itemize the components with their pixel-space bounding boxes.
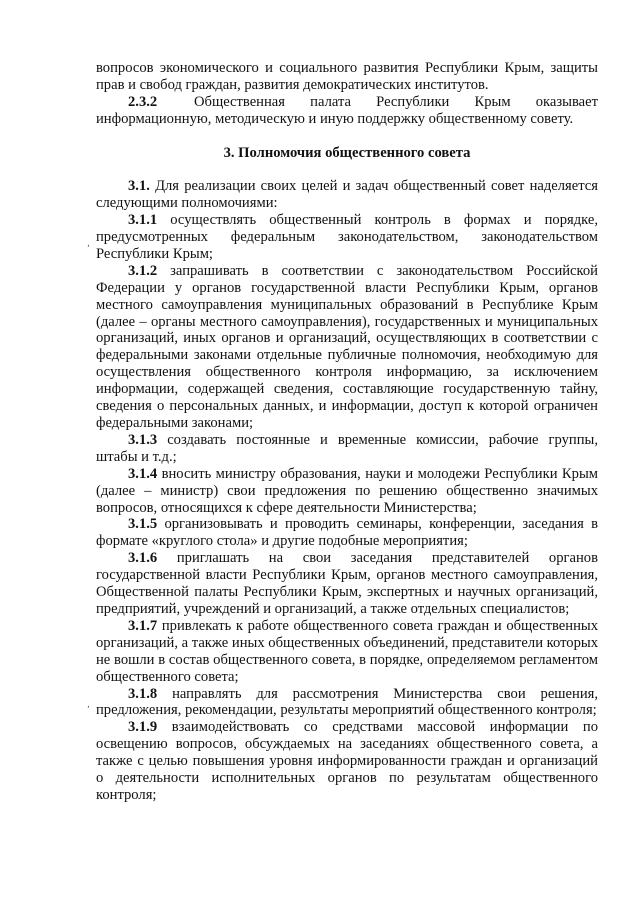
paragraph-number: 3.1.9 bbox=[128, 719, 158, 736]
paragraph-number: 3.1.1 bbox=[128, 212, 158, 229]
section-heading: 3. Полномочия общественного совета bbox=[223, 144, 471, 161]
list-item bbox=[96, 432, 598, 466]
powers-list bbox=[96, 212, 598, 804]
paragraph-text: приглашать на свои заседания представителей органов государственной власти Республики Крым, органов местного самоуправления, Общественной палаты Республики Крым, экспертных и научных организаций, предприятий, учреждений и организаций, а также отдельных специалистов; bbox=[96, 550, 598, 617]
list-item bbox=[96, 466, 598, 517]
scan-mark: , bbox=[87, 239, 90, 249]
paragraph-text: направлять для рассмотрения Министерства свои решения, предложения, рекомендации, результаты мероприятий общественного контроля; bbox=[96, 685, 598, 719]
paragraph-number: 3.1.6 bbox=[128, 550, 158, 567]
list-item bbox=[96, 212, 598, 263]
list-item bbox=[96, 686, 598, 720]
paragraph-number: 3.1.3 bbox=[128, 431, 158, 448]
list-item bbox=[96, 618, 598, 686]
paragraph-number: 3.1.7 bbox=[128, 617, 158, 634]
paragraph-text: организовывать и проводить семинары, конференции, заседания в формате «круглого стола» и другие подобные мероприятия; bbox=[96, 516, 598, 550]
list-item bbox=[96, 719, 598, 804]
paragraph-number: 3.1.4 bbox=[128, 465, 158, 482]
list-item bbox=[96, 550, 598, 618]
paragraph-text: создавать постоянные и временные комиссии, рабочие группы, штабы и т.д.; bbox=[96, 431, 598, 465]
paragraph-text: запрашивать в соответствии с законодательством Российской Федерации у органов государственной власти Республики Крым, органов местного самоуправления муниципальных образований в Республике Крым (далее – органы местного самоуправления), государственных и муниципальных организаций, иных органов и организаций, осуществляющих в соответствии с федеральными законами отдельные публичные полномочия, необходимую для осуществления общественного контроля информацию, за исключением информации, содержащей сведения, составляющие государственную тайну, сведения о персональных данных, и информации, доступ к которой ограничен федеральными законами; bbox=[96, 262, 598, 431]
scan-mark: , bbox=[87, 700, 90, 710]
paragraph-text: взаимодействовать со средствами массовой информации по освещению вопросов, обсуждаемых на заседаниях общественного совета, а также с целью повышения уровня информированности граждан и организаций о деятельности исполнительных органов по результатам общественного контроля; bbox=[96, 719, 598, 803]
paragraph-2-3-2 bbox=[96, 94, 598, 128]
continuation-paragraph: вопросов экономического и социального развития Республики Крым, защиты прав и свобод граждан, развития демократических институтов. bbox=[96, 60, 598, 93]
paragraph-number: 3.1. bbox=[128, 178, 150, 195]
list-item bbox=[96, 263, 598, 432]
paragraph-text: осуществлять общественный контроль в формах и порядке, предусмотренных федеральным законодательством, законодательством Республики Крым; bbox=[96, 212, 598, 262]
paragraph-number: 3.1.8 bbox=[128, 685, 158, 702]
paragraph-text: вносить министру образования, науки и молодежи Республики Крым (далее – министр) свои предложения по решению общественно значимых вопросов, относящихся к сфере деятельности Министерства; bbox=[96, 465, 598, 516]
paragraph-number: 3.1.5 bbox=[128, 516, 158, 533]
document-body bbox=[96, 60, 598, 804]
paragraph-text: привлекать к работе общественного совета граждан и общественных организаций, а также иных общественных объединений, представители которых не вошли в состав общественного совета, в порядке, определяемом регламентом общественного совета; bbox=[96, 617, 598, 685]
paragraph-text: Общественная палата Республики Крым оказывает информационную, методическую и иную поддержку общественному совету. bbox=[96, 93, 598, 127]
paragraph-number: 3.1.2 bbox=[128, 262, 158, 279]
paragraph-3-1 bbox=[96, 178, 598, 212]
paragraph-text: Для реализации своих целей и задач общественный совет наделяется следующими полномочиями: bbox=[96, 178, 598, 212]
paragraph-number: 2.3.2 bbox=[128, 93, 158, 110]
list-item bbox=[96, 516, 598, 550]
